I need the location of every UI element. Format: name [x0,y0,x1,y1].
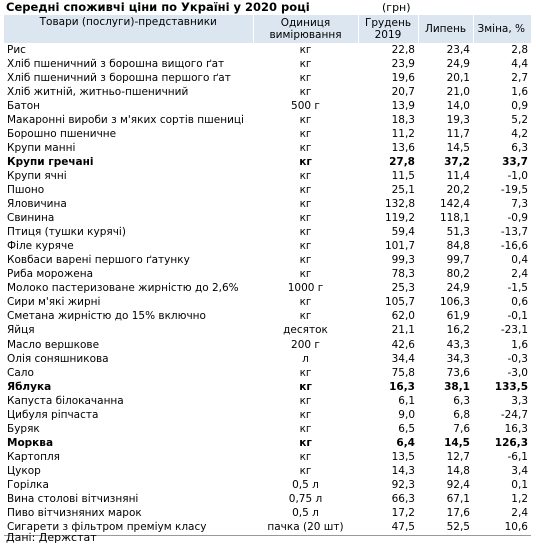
table-body [4,43,531,535]
cell-name: Буряк [7,422,40,435]
cell-july: 14,5 [446,141,470,154]
cell-december: 18,3 [391,113,415,126]
header-unit: Одиниця вимірювання [253,15,358,43]
cell-july: 20,2 [446,183,470,196]
cell-december: 59,4 [391,226,415,239]
cell-unit: кг [299,169,312,182]
cell-unit: кг [299,226,312,239]
cell-december: 66,3 [391,493,415,506]
cell-july: 11,7 [446,127,470,140]
cell-change: 2,4 [511,268,528,281]
table-row [4,226,531,240]
cell-unit: кг [299,43,312,56]
cell-unit: десяток [283,324,328,337]
table-row [4,436,531,450]
cell-unit: кг [299,183,312,196]
table-row [4,155,531,169]
table-row [4,296,531,310]
cell-unit: кг [299,57,312,70]
cell-unit: 0,5 л [292,507,319,520]
cell-change: 2,8 [511,43,528,56]
cell-name: Вина столові вітчизняні [7,493,139,506]
cell-change: 3,4 [511,464,528,477]
cell-name: Сигарети з фільтром преміум класу [4,521,253,536]
cell-december: 13,6 [391,141,415,154]
table-row [4,493,531,507]
cell-unit: 200 г [291,338,320,351]
cell-change: -6,1 [507,450,528,463]
cell-name: Масло вершкове [7,338,100,351]
cell-july: 51,3 [446,226,470,239]
cell-july: 99,7 [446,254,470,267]
cell-name: Сметана жирністю до 15% включно [7,310,206,323]
table-row [4,352,531,366]
cell-july: 20,1 [446,71,470,84]
cell-july: 92,4 [446,478,470,491]
cell-change: 2,7 [511,71,528,84]
cell-name: Яйця [7,324,35,337]
cell-name: Сало [7,366,34,379]
currency-note: (грн) [382,1,411,14]
header-july: Липень [418,15,473,43]
cell-july: 80,2 [446,268,470,281]
cell-december: 6,5 [398,422,415,435]
cell-unit: кг [299,268,312,281]
cell-change: 10,6 [473,521,531,536]
cell-unit: кг [299,240,312,253]
cell-july: 106,3 [439,296,470,309]
cell-july: 43,3 [446,338,470,351]
table-row [4,212,531,226]
table-row [4,113,531,127]
cell-december: 78,3 [391,268,415,281]
table-row [4,408,531,422]
cell-july: 14,8 [446,464,470,477]
prices-table [4,15,531,536]
cell-change: -13,7 [500,226,528,239]
cell-name: Філе куряче [7,240,74,253]
cell-change: 1,6 [511,338,528,351]
table-row [4,478,531,492]
table-row [4,57,531,71]
cell-unit: пачка (20 шт) [253,521,358,536]
table-row [4,141,531,155]
cell-july: 6,3 [453,394,470,407]
cell-name: Хліб житній, житньо-пшеничний [7,85,189,98]
cell-july: 14,0 [446,99,470,112]
table-row [4,380,531,394]
cell-name: Птиця (тушки курячі) [7,226,126,239]
cell-change: 4,2 [511,127,528,140]
table-row [4,310,531,324]
cell-december: 19,6 [391,71,415,84]
cell-change: -0,9 [507,212,528,225]
table-row [4,464,531,478]
cell-december: 9,0 [398,408,415,421]
cell-december: 23,9 [391,57,415,70]
cell-change: -24,7 [500,408,528,421]
cell-unit: кг [299,155,312,168]
cell-name: Олія соняшникова [7,352,109,365]
cell-july: 61,9 [446,310,470,323]
cell-july: 7,6 [453,422,470,435]
cell-december: 22,8 [391,43,415,56]
cell-change: 4,4 [511,57,528,70]
cell-name: Горілка [7,478,49,491]
table-row [4,71,531,85]
cell-december: 25,1 [391,183,415,196]
cell-change: 0,1 [511,478,528,491]
cell-july: 52,5 [418,521,473,536]
cell-unit: 1000 г [287,282,324,295]
cell-name: Яблука [7,380,52,393]
cell-unit: кг [299,380,312,393]
cell-name: Цибуля ріпчаста [7,408,99,421]
cell-name: Морква [7,436,54,449]
cell-change: -0,3 [507,352,528,365]
cell-july: 17,6 [446,507,470,520]
cell-change: 16,3 [504,422,528,435]
cell-unit: кг [299,366,312,379]
cell-unit: кг [299,71,312,84]
cell-change: 33,7 [502,155,528,168]
cell-july: 142,4 [439,198,470,211]
cell-name: Борошно пшеничне [7,127,117,140]
cell-december: 101,7 [384,240,415,253]
table-row [4,85,531,99]
cell-unit: л [302,352,309,365]
cell-december: 13,9 [391,99,415,112]
cell-name: Крупи ячні [7,169,67,182]
title-row [0,0,536,15]
table-row [4,282,531,296]
cell-december: 25,3 [391,282,415,295]
page-title: Середні споживчі ціни по Україні у 2020 році [6,0,310,14]
cell-december: 34,4 [391,352,415,365]
header-change: Зміна, % [473,15,531,43]
cell-december: 20,7 [391,85,415,98]
cell-unit: кг [299,254,312,267]
cell-unit: кг [299,296,312,309]
table-row [4,99,531,113]
cell-unit: кг [299,113,312,126]
cell-change: 1,6 [511,85,528,98]
cell-name: Сири м'які жирні [7,296,101,309]
cell-december: 21,1 [391,324,415,337]
table-row [4,43,531,57]
cell-unit: 500 г [291,99,320,112]
cell-change: 7,3 [511,198,528,211]
cell-name: Макаронні вироби з м'яких сортів пшениці [7,113,244,126]
cell-name: Пиво вітчизняних марок [7,507,142,520]
cell-december: 132,8 [384,198,415,211]
cell-december: 42,6 [391,338,415,351]
cell-unit: кг [299,198,312,211]
cell-july: 14,5 [444,436,470,449]
cell-december: 105,7 [384,296,415,309]
cell-july: 11,4 [446,169,470,182]
cell-december: 13,5 [391,450,415,463]
table-row [4,169,531,183]
cell-unit: кг [299,436,312,449]
cell-july: 37,2 [444,155,470,168]
table-row [4,422,531,436]
table-row [4,338,531,352]
cell-unit: кг [299,127,312,140]
cell-july: 73,6 [446,366,470,379]
table-row [4,127,531,141]
table-row [4,198,531,212]
cell-change: -19,5 [500,183,528,196]
cell-change: 0,9 [511,99,528,112]
cell-december: 99,3 [391,254,415,267]
cell-december: 11,2 [391,127,415,140]
cell-unit: 0,5 л [292,478,319,491]
cell-name: Молоко пастеризоване жирністю до 2,6% [7,282,239,295]
cell-unit: кг [299,212,312,225]
cell-change: 0,4 [511,254,528,267]
header-name: Товари (послуги)-представники [4,15,253,43]
cell-name: Крупи манні [7,141,76,154]
table-row [4,324,531,338]
cell-july: 67,1 [446,493,470,506]
cell-july: 84,8 [446,240,470,253]
cell-change: 0,6 [511,296,528,309]
cell-unit: кг [299,450,312,463]
cell-name: Цукор [7,464,41,477]
cell-name: Капуста білокачанна [7,394,124,407]
cell-change: 5,2 [511,113,528,126]
table-row [4,254,531,268]
cell-name: Яловичина [7,198,67,211]
cell-change: 126,3 [494,436,528,449]
cell-july: 24,9 [446,282,470,295]
cell-name: Пшоно [7,183,45,196]
cell-name: Риба морожена [7,268,94,281]
cell-december: 92,3 [391,478,415,491]
cell-december: 27,8 [389,155,415,168]
cell-change: -0,1 [507,310,528,323]
cell-december: 6,4 [396,436,415,449]
cell-july: 12,7 [446,450,470,463]
cell-december: 47,5 [358,521,418,536]
source-note: Дані: Держстат [6,531,97,544]
cell-name: Ковбаси варені першого ґатунку [7,254,190,267]
cell-change: 3,3 [511,394,528,407]
cell-change: -16,6 [500,240,528,253]
cell-change: -3,0 [507,366,528,379]
cell-december: 6,1 [398,394,415,407]
cell-december: 16,3 [389,380,415,393]
table-row [4,394,531,408]
header-december: Грудень 2019 [358,15,418,43]
cell-july: 24,9 [446,57,470,70]
cell-name: Хліб пшеничний з борошна першого ґат [7,71,231,84]
cell-unit: кг [299,394,312,407]
cell-july: 16,2 [446,324,470,337]
cell-change: 133,5 [494,380,528,393]
cell-name: Хліб пшеничний з борошна вищого ґат [7,57,225,70]
cell-change: 6,3 [511,141,528,154]
cell-unit: кг [299,310,312,323]
table-row [4,240,531,254]
table-row [4,450,531,464]
cell-change: -1,5 [507,282,528,295]
cell-december: 11,5 [391,169,415,182]
table-row [4,183,531,197]
cell-unit: 0,75 л [288,493,323,506]
cell-unit: кг [299,408,312,421]
table-row [4,507,531,521]
cell-name: Батон [7,99,41,112]
cell-december: 14,3 [391,464,415,477]
cell-december: 62,0 [391,310,415,323]
cell-july: 6,8 [453,408,470,421]
cell-change: 1,2 [511,493,528,506]
cell-july: 19,3 [446,113,470,126]
cell-unit: кг [299,464,312,477]
cell-name: Картопля [7,450,60,463]
cell-july: 38,1 [444,380,470,393]
cell-name: Свинина [7,212,55,225]
cell-december: 75,8 [391,366,415,379]
cell-change: -1,0 [507,169,528,182]
table-header [4,15,531,43]
table-row [4,366,531,380]
table-row [4,268,531,282]
cell-unit: кг [299,422,312,435]
cell-july: 21,0 [446,85,470,98]
cell-december: 119,2 [384,212,415,225]
cell-july: 34,3 [446,352,470,365]
cell-december: 17,2 [391,507,415,520]
cell-unit: кг [299,141,312,154]
cell-unit: кг [299,85,312,98]
cell-name: Крупи гречані [7,155,94,168]
cell-name: Рис [7,43,26,56]
cell-july: 23,4 [446,43,470,56]
cell-july: 118,1 [439,212,470,225]
cell-change: 2,4 [511,507,528,520]
cell-change: -23,1 [500,324,528,337]
